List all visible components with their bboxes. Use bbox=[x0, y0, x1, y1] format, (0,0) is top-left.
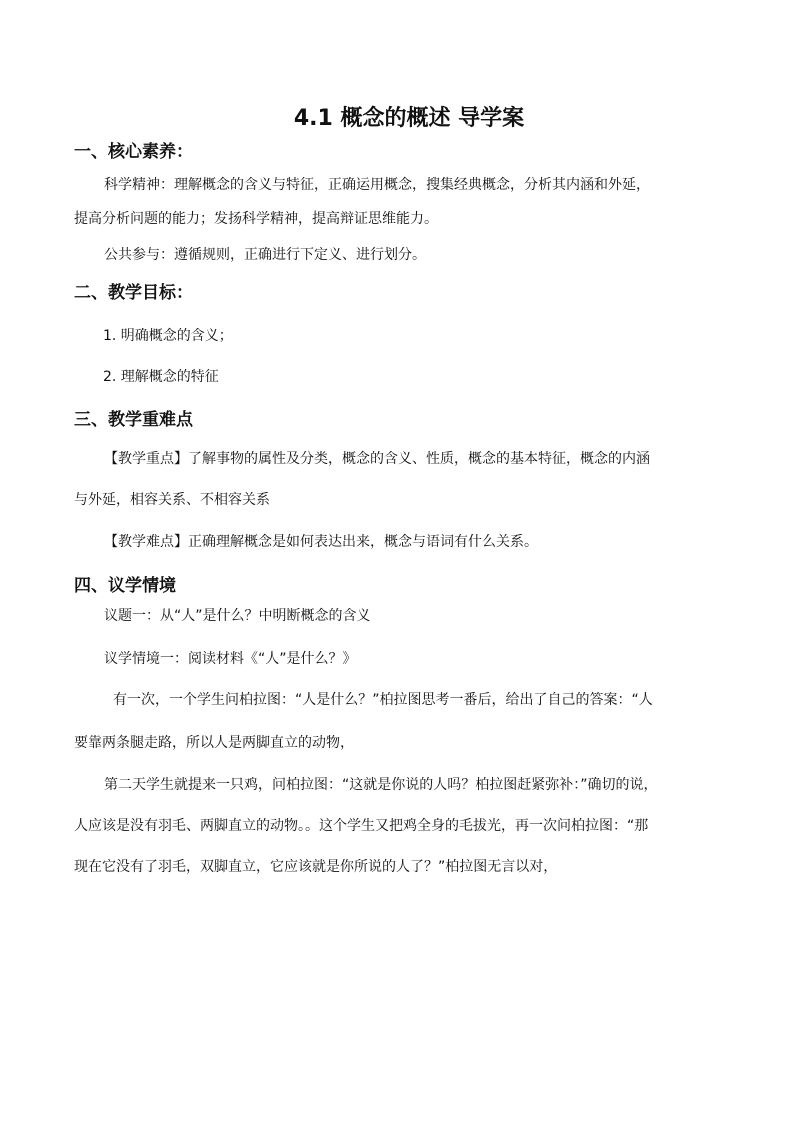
core-literacy-line-2: 提高分析问题的能力；发扬科学精神，提高辩证思维能力。 bbox=[74, 211, 438, 227]
section-heading-core-literacy: 一、核心素养： bbox=[74, 142, 193, 162]
situation-topic-line: 议题一：从“人”是什么？中明断概念的含义 bbox=[104, 608, 371, 624]
difficult-point-line: 【教学难点】正确理解概念是如何表达出来，概念与语词有什么关系。 bbox=[104, 534, 538, 550]
story-line-5: 现在它没有了羽毛，双脚直立，它应该就是你所说的人了？”柏拉图无言以对， bbox=[74, 859, 558, 875]
story-line-1: 有一次，一个学生问柏拉图：“人是什么？”柏拉图思考一番后，给出了自己的答案：“人 bbox=[113, 692, 653, 708]
core-literacy-line-1: 科学精神：理解概念的含义与特征，正确运用概念，搜集经典概念，分析其内涵和外延， bbox=[104, 177, 650, 193]
core-literacy-line-3: 公共参与：遵循规则，正确进行下定义、进行划分。 bbox=[104, 247, 426, 263]
situation-material-line: 议学情境一：阅读材料《“人”是什么？》 bbox=[104, 651, 357, 667]
story-line-3: 第二天学生就提来一只鸡，问柏拉图：“这就是你说的人吗？柏拉图赶紧弥补：”确切的说， bbox=[104, 777, 658, 793]
key-point-line-1: 【教学重点】了解事物的属性及分类，概念的含义、性质，概念的基本特征，概念的内涵 bbox=[104, 451, 650, 467]
key-point-line-2: 与外延，相容关系、不相容关系 bbox=[74, 492, 270, 508]
teaching-goal-item-1: 1. 明确概念的含义； bbox=[103, 328, 233, 344]
section-heading-teaching-goals: 二、教学目标： bbox=[74, 283, 193, 303]
section-heading-key-points: 三、教学重难点 bbox=[74, 410, 193, 430]
section-heading-situation: 四、议学情境 bbox=[74, 576, 176, 596]
story-line-2: 要靠两条腿走路，所以人是两脚直立的动物， bbox=[74, 735, 354, 751]
story-line-4: 人应该是没有羽毛、两脚直立的动物。。这个学生又把鸡全身的毛拔光，再一次问柏拉图：“那 bbox=[74, 818, 649, 834]
teaching-goal-item-2: 2. 理解概念的特征 bbox=[103, 369, 219, 385]
document-title: 4.1 概念的概述 导学案 bbox=[293, 106, 525, 131]
